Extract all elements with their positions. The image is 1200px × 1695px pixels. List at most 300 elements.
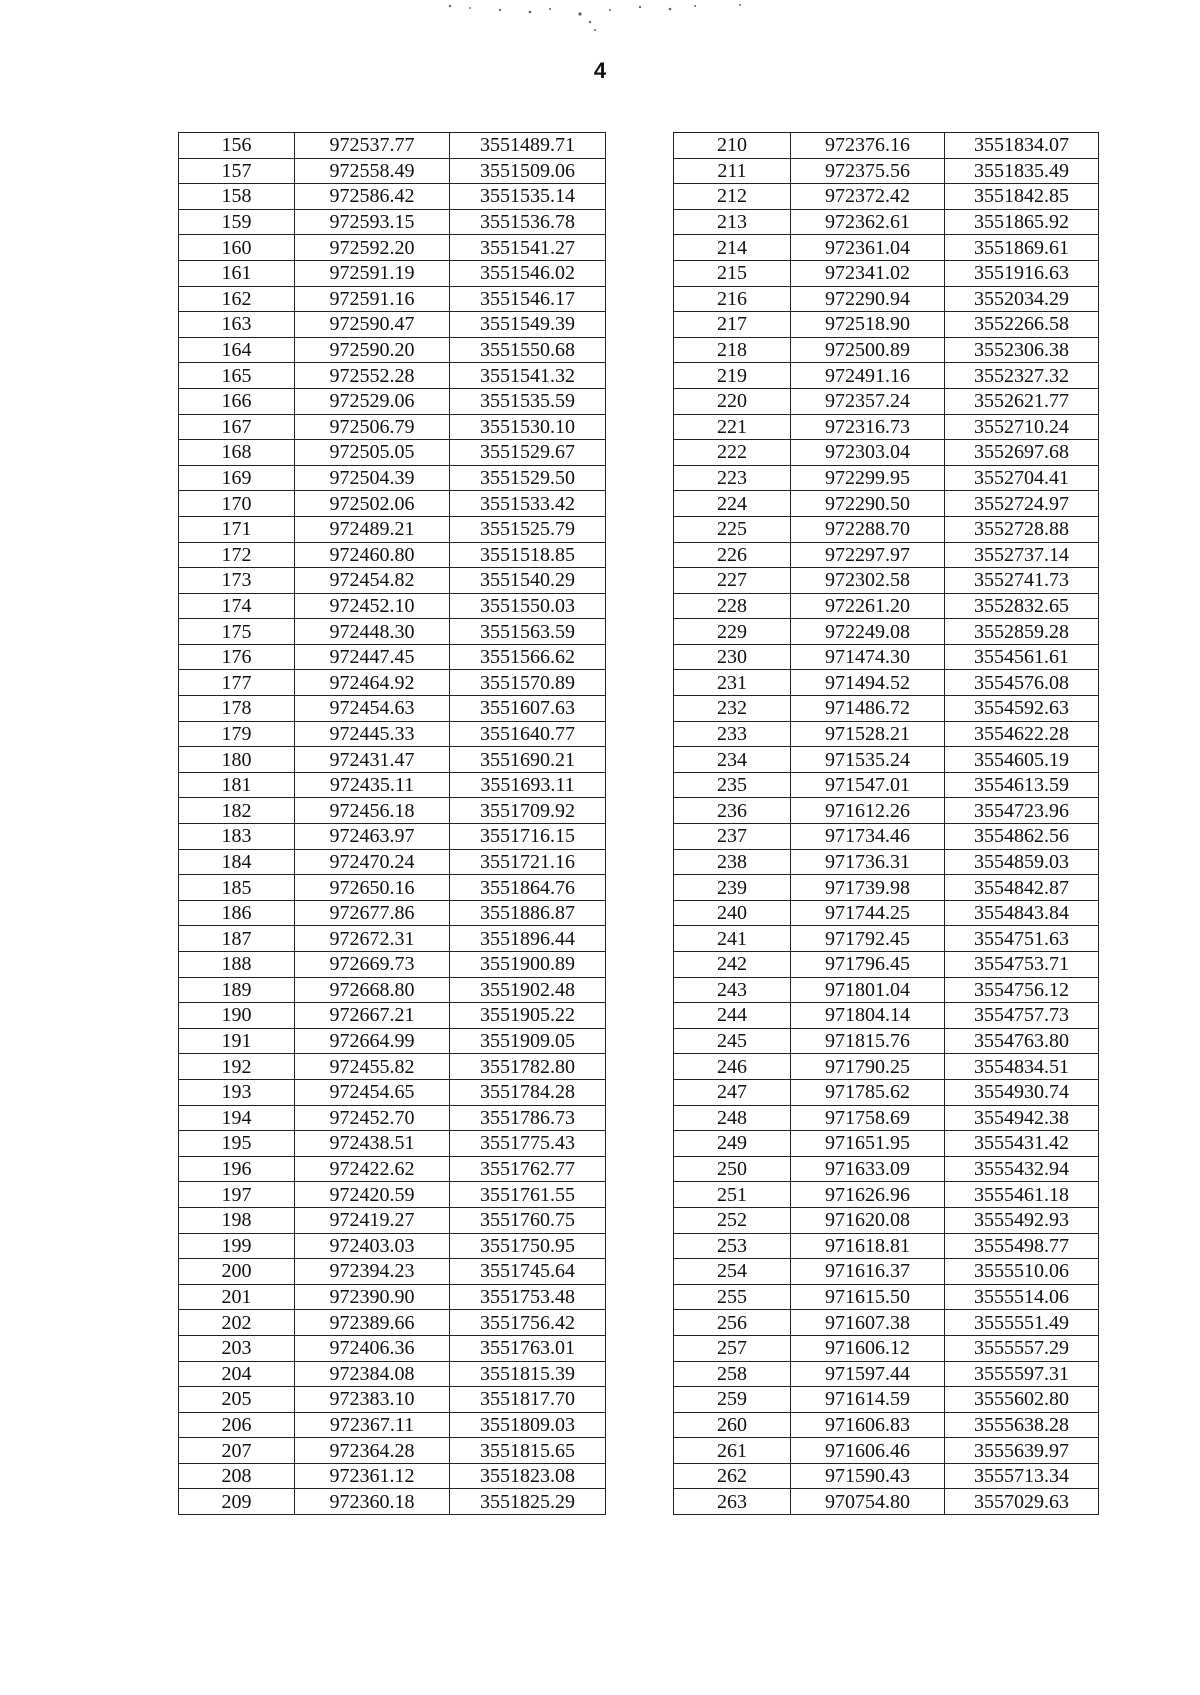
- point-number-cell: 173: [179, 568, 295, 594]
- point-number-cell: 177: [179, 670, 295, 696]
- table-row: [674, 312, 1099, 338]
- x-coordinate-cell: 972593.15: [295, 209, 450, 235]
- y-coordinate-cell: 3551563.59: [450, 619, 606, 645]
- point-number-cell: 257: [674, 1335, 791, 1361]
- point-number-cell: 224: [674, 491, 791, 517]
- x-coordinate-cell: 972394.23: [295, 1259, 450, 1285]
- point-number-cell: 262: [674, 1463, 791, 1489]
- point-number-cell: 259: [674, 1387, 791, 1413]
- y-coordinate-cell: 3552859.28: [945, 619, 1099, 645]
- table-row: [674, 1335, 1099, 1361]
- x-coordinate-cell: 972505.05: [295, 440, 450, 466]
- x-coordinate-cell: 972367.11: [295, 1412, 450, 1438]
- point-number-cell: 176: [179, 644, 295, 670]
- table-row: [179, 209, 606, 235]
- y-coordinate-cell: 3551529.67: [450, 440, 606, 466]
- y-coordinate-cell: 3551761.55: [450, 1182, 606, 1208]
- y-coordinate-cell: 3551716.15: [450, 824, 606, 850]
- table-row: [674, 1489, 1099, 1515]
- x-coordinate-cell: 972489.21: [295, 516, 450, 542]
- x-coordinate-cell: 971633.09: [791, 1156, 945, 1182]
- point-number-cell: 193: [179, 1079, 295, 1105]
- x-coordinate-cell: 972460.80: [295, 542, 450, 568]
- point-number-cell: 230: [674, 644, 791, 670]
- table-row: [179, 644, 606, 670]
- y-coordinate-cell: 3554723.96: [945, 798, 1099, 824]
- y-coordinate-cell: 3551834.07: [945, 133, 1099, 159]
- table-row: [674, 747, 1099, 773]
- table-row: [179, 414, 606, 440]
- y-coordinate-cell: 3551916.63: [945, 260, 1099, 286]
- y-coordinate-cell: 3551550.03: [450, 593, 606, 619]
- x-coordinate-cell: 972454.63: [295, 696, 450, 722]
- y-coordinate-cell: 3551509.06: [450, 158, 606, 184]
- x-coordinate-cell: 972438.51: [295, 1131, 450, 1157]
- x-coordinate-cell: 972445.33: [295, 721, 450, 747]
- table-row: [674, 900, 1099, 926]
- y-coordinate-cell: 3555638.28: [945, 1412, 1099, 1438]
- point-number-cell: 211: [674, 158, 791, 184]
- point-number-cell: 235: [674, 772, 791, 798]
- table-row: [179, 1387, 606, 1413]
- table-row: [674, 1003, 1099, 1029]
- point-number-cell: 166: [179, 388, 295, 414]
- x-coordinate-cell: 972518.90: [791, 312, 945, 338]
- y-coordinate-cell: 3551745.64: [450, 1259, 606, 1285]
- y-coordinate-cell: 3551640.77: [450, 721, 606, 747]
- y-coordinate-cell: 3554753.71: [945, 952, 1099, 978]
- point-number-cell: 255: [674, 1284, 791, 1310]
- table-row: [674, 388, 1099, 414]
- y-coordinate-cell: 3551784.28: [450, 1079, 606, 1105]
- table-row: [674, 619, 1099, 645]
- x-coordinate-cell: 971486.72: [791, 696, 945, 722]
- x-coordinate-cell: 971736.31: [791, 849, 945, 875]
- y-coordinate-cell: 3552306.38: [945, 337, 1099, 363]
- x-coordinate-cell: 971801.04: [791, 977, 945, 1003]
- coordinates-table-right: [673, 132, 1099, 1515]
- y-coordinate-cell: 3552327.32: [945, 363, 1099, 389]
- point-number-cell: 240: [674, 900, 791, 926]
- y-coordinate-cell: 3551760.75: [450, 1207, 606, 1233]
- x-coordinate-cell: 972422.62: [295, 1156, 450, 1182]
- y-coordinate-cell: 3551541.27: [450, 235, 606, 261]
- point-number-cell: 207: [179, 1438, 295, 1464]
- y-coordinate-cell: 3551905.22: [450, 1003, 606, 1029]
- point-number-cell: 214: [674, 235, 791, 261]
- point-number-cell: 238: [674, 849, 791, 875]
- table-row: [179, 1259, 606, 1285]
- x-coordinate-cell: 972592.20: [295, 235, 450, 261]
- point-number-cell: 246: [674, 1054, 791, 1080]
- y-coordinate-cell: 3555492.93: [945, 1207, 1099, 1233]
- y-coordinate-cell: 3551566.62: [450, 644, 606, 670]
- x-coordinate-cell: 972455.82: [295, 1054, 450, 1080]
- point-number-cell: 243: [674, 977, 791, 1003]
- point-number-cell: 178: [179, 696, 295, 722]
- point-number-cell: 186: [179, 900, 295, 926]
- y-coordinate-cell: 3552704.41: [945, 465, 1099, 491]
- point-number-cell: 254: [674, 1259, 791, 1285]
- x-coordinate-cell: 972677.86: [295, 900, 450, 926]
- x-coordinate-cell: 972590.47: [295, 312, 450, 338]
- table-row: [179, 158, 606, 184]
- x-coordinate-cell: 972316.73: [791, 414, 945, 440]
- table-row: [179, 824, 606, 850]
- point-number-cell: 244: [674, 1003, 791, 1029]
- x-coordinate-cell: 972454.65: [295, 1079, 450, 1105]
- point-number-cell: 189: [179, 977, 295, 1003]
- x-coordinate-cell: 972586.42: [295, 184, 450, 210]
- point-number-cell: 201: [179, 1284, 295, 1310]
- x-coordinate-cell: 972303.04: [791, 440, 945, 466]
- point-number-cell: 161: [179, 260, 295, 286]
- y-coordinate-cell: 3551809.03: [450, 1412, 606, 1438]
- table-row: [674, 440, 1099, 466]
- x-coordinate-cell: 971535.24: [791, 747, 945, 773]
- y-coordinate-cell: 3555510.06: [945, 1259, 1099, 1285]
- table-row: [179, 1233, 606, 1259]
- table-row: [179, 772, 606, 798]
- table-row: [674, 286, 1099, 312]
- table-row: [179, 542, 606, 568]
- x-coordinate-cell: 972420.59: [295, 1182, 450, 1208]
- y-coordinate-cell: 3552832.65: [945, 593, 1099, 619]
- y-coordinate-cell: 3554561.61: [945, 644, 1099, 670]
- x-coordinate-cell: 971474.30: [791, 644, 945, 670]
- y-coordinate-cell: 3551540.29: [450, 568, 606, 594]
- y-coordinate-cell: 3551817.70: [450, 1387, 606, 1413]
- y-coordinate-cell: 3551900.89: [450, 952, 606, 978]
- point-number-cell: 237: [674, 824, 791, 850]
- point-number-cell: 205: [179, 1387, 295, 1413]
- point-number-cell: 170: [179, 491, 295, 517]
- point-number-cell: 251: [674, 1182, 791, 1208]
- x-coordinate-cell: 971792.45: [791, 926, 945, 952]
- point-number-cell: 212: [674, 184, 791, 210]
- y-coordinate-cell: 3554942.38: [945, 1105, 1099, 1131]
- point-number-cell: 248: [674, 1105, 791, 1131]
- table-row: [179, 1131, 606, 1157]
- x-coordinate-cell: 972403.03: [295, 1233, 450, 1259]
- point-number-cell: 220: [674, 388, 791, 414]
- x-coordinate-cell: 971614.59: [791, 1387, 945, 1413]
- table-row: [674, 644, 1099, 670]
- point-number-cell: 245: [674, 1028, 791, 1054]
- y-coordinate-cell: 3551815.39: [450, 1361, 606, 1387]
- x-coordinate-cell: 971612.26: [791, 798, 945, 824]
- x-coordinate-cell: 972470.24: [295, 849, 450, 875]
- point-number-cell: 188: [179, 952, 295, 978]
- table-row: [179, 977, 606, 1003]
- y-coordinate-cell: 3551535.59: [450, 388, 606, 414]
- table-row: [674, 184, 1099, 210]
- point-number-cell: 160: [179, 235, 295, 261]
- table-row: [179, 670, 606, 696]
- y-coordinate-cell: 3551546.02: [450, 260, 606, 286]
- point-number-cell: 184: [179, 849, 295, 875]
- point-number-cell: 200: [179, 1259, 295, 1285]
- x-coordinate-cell: 972290.50: [791, 491, 945, 517]
- table-row: [674, 414, 1099, 440]
- x-coordinate-cell: 972668.80: [295, 977, 450, 1003]
- point-number-cell: 159: [179, 209, 295, 235]
- point-number-cell: 162: [179, 286, 295, 312]
- y-coordinate-cell: 3551533.42: [450, 491, 606, 517]
- y-coordinate-cell: 3551825.29: [450, 1489, 606, 1515]
- x-coordinate-cell: 972669.73: [295, 952, 450, 978]
- x-coordinate-cell: 972390.90: [295, 1284, 450, 1310]
- point-number-cell: 233: [674, 721, 791, 747]
- table-row: [674, 260, 1099, 286]
- point-number-cell: 197: [179, 1182, 295, 1208]
- table-row: [179, 900, 606, 926]
- y-coordinate-cell: 3555461.18: [945, 1182, 1099, 1208]
- y-coordinate-cell: 3551541.32: [450, 363, 606, 389]
- point-number-cell: 221: [674, 414, 791, 440]
- x-coordinate-cell: 971618.81: [791, 1233, 945, 1259]
- table-row: [179, 593, 606, 619]
- point-number-cell: 232: [674, 696, 791, 722]
- x-coordinate-cell: 971626.96: [791, 1182, 945, 1208]
- table-row: [179, 1284, 606, 1310]
- point-number-cell: 192: [179, 1054, 295, 1080]
- table-row: [674, 926, 1099, 952]
- table-row: [674, 1207, 1099, 1233]
- x-coordinate-cell: 971607.38: [791, 1310, 945, 1336]
- y-coordinate-cell: 3552728.88: [945, 516, 1099, 542]
- table-row: [179, 184, 606, 210]
- x-coordinate-cell: 972431.47: [295, 747, 450, 773]
- y-coordinate-cell: 3554763.80: [945, 1028, 1099, 1054]
- table-row: [179, 235, 606, 261]
- y-coordinate-cell: 3551607.63: [450, 696, 606, 722]
- scan-artifact: [440, 0, 760, 40]
- y-coordinate-cell: 3555431.42: [945, 1131, 1099, 1157]
- point-number-cell: 247: [674, 1079, 791, 1105]
- x-coordinate-cell: 971606.46: [791, 1438, 945, 1464]
- x-coordinate-cell: 970754.80: [791, 1489, 945, 1515]
- y-coordinate-cell: 3554842.87: [945, 875, 1099, 901]
- y-coordinate-cell: 3554930.74: [945, 1079, 1099, 1105]
- point-number-cell: 216: [674, 286, 791, 312]
- table-row: [674, 593, 1099, 619]
- y-coordinate-cell: 3554576.08: [945, 670, 1099, 696]
- point-number-cell: 175: [179, 619, 295, 645]
- y-coordinate-cell: 3552741.73: [945, 568, 1099, 594]
- table-row: [674, 1233, 1099, 1259]
- table-row: [179, 568, 606, 594]
- table-row: [179, 516, 606, 542]
- table-row: [674, 849, 1099, 875]
- table-row: [674, 337, 1099, 363]
- y-coordinate-cell: 3551753.48: [450, 1284, 606, 1310]
- point-number-cell: 226: [674, 542, 791, 568]
- point-number-cell: 202: [179, 1310, 295, 1336]
- x-coordinate-cell: 972667.21: [295, 1003, 450, 1029]
- table-row: [179, 465, 606, 491]
- table-row: [674, 1131, 1099, 1157]
- y-coordinate-cell: 3554605.19: [945, 747, 1099, 773]
- point-number-cell: 179: [179, 721, 295, 747]
- x-coordinate-cell: 972500.89: [791, 337, 945, 363]
- table-row: [179, 363, 606, 389]
- point-number-cell: 229: [674, 619, 791, 645]
- table-row: [674, 491, 1099, 517]
- y-coordinate-cell: 3551815.65: [450, 1438, 606, 1464]
- x-coordinate-cell: 972506.79: [295, 414, 450, 440]
- x-coordinate-cell: 971620.08: [791, 1207, 945, 1233]
- table-row: [179, 619, 606, 645]
- table-row: [179, 1054, 606, 1080]
- x-coordinate-cell: 971790.25: [791, 1054, 945, 1080]
- x-coordinate-cell: 972558.49: [295, 158, 450, 184]
- point-number-cell: 194: [179, 1105, 295, 1131]
- table-row: [674, 133, 1099, 159]
- point-number-cell: 203: [179, 1335, 295, 1361]
- x-coordinate-cell: 971796.45: [791, 952, 945, 978]
- x-coordinate-cell: 971815.76: [791, 1028, 945, 1054]
- point-number-cell: 250: [674, 1156, 791, 1182]
- table-row: [179, 926, 606, 952]
- table-row: [179, 1156, 606, 1182]
- point-number-cell: 253: [674, 1233, 791, 1259]
- y-coordinate-cell: 3551536.78: [450, 209, 606, 235]
- y-coordinate-cell: 3551762.77: [450, 1156, 606, 1182]
- table-row: [179, 491, 606, 517]
- x-coordinate-cell: 971739.98: [791, 875, 945, 901]
- point-number-cell: 263: [674, 1489, 791, 1515]
- x-coordinate-cell: 972288.70: [791, 516, 945, 542]
- y-coordinate-cell: 3551750.95: [450, 1233, 606, 1259]
- x-coordinate-cell: 972360.18: [295, 1489, 450, 1515]
- y-coordinate-cell: 3552724.97: [945, 491, 1099, 517]
- x-coordinate-cell: 972341.02: [791, 260, 945, 286]
- y-coordinate-cell: 3554751.63: [945, 926, 1099, 952]
- table-row: [179, 1105, 606, 1131]
- x-coordinate-cell: 972375.56: [791, 158, 945, 184]
- table-row: [674, 875, 1099, 901]
- table-row: [179, 849, 606, 875]
- y-coordinate-cell: 3551896.44: [450, 926, 606, 952]
- point-number-cell: 181: [179, 772, 295, 798]
- y-coordinate-cell: 3552737.14: [945, 542, 1099, 568]
- table-row: [674, 798, 1099, 824]
- y-coordinate-cell: 3555597.31: [945, 1361, 1099, 1387]
- point-number-cell: 199: [179, 1233, 295, 1259]
- y-coordinate-cell: 3557029.63: [945, 1489, 1099, 1515]
- table-row: [674, 824, 1099, 850]
- x-coordinate-cell: 972389.66: [295, 1310, 450, 1336]
- table-row: [179, 875, 606, 901]
- y-coordinate-cell: 3554843.84: [945, 900, 1099, 926]
- x-coordinate-cell: 972372.42: [791, 184, 945, 210]
- point-number-cell: 261: [674, 1438, 791, 1464]
- table-row: [674, 1054, 1099, 1080]
- table-row: [179, 1412, 606, 1438]
- y-coordinate-cell: 3555432.94: [945, 1156, 1099, 1182]
- y-coordinate-cell: 3551775.43: [450, 1131, 606, 1157]
- y-coordinate-cell: 3554622.28: [945, 721, 1099, 747]
- table-row: [674, 1310, 1099, 1336]
- y-coordinate-cell: 3551546.17: [450, 286, 606, 312]
- y-coordinate-cell: 3555551.49: [945, 1310, 1099, 1336]
- table-row: [179, 312, 606, 338]
- y-coordinate-cell: 3552034.29: [945, 286, 1099, 312]
- x-coordinate-cell: 971804.14: [791, 1003, 945, 1029]
- x-coordinate-cell: 972491.16: [791, 363, 945, 389]
- point-number-cell: 236: [674, 798, 791, 824]
- x-coordinate-cell: 971494.52: [791, 670, 945, 696]
- x-coordinate-cell: 972672.31: [295, 926, 450, 952]
- point-number-cell: 252: [674, 1207, 791, 1233]
- point-number-cell: 196: [179, 1156, 295, 1182]
- table-row: [179, 747, 606, 773]
- point-number-cell: 219: [674, 363, 791, 389]
- point-number-cell: 241: [674, 926, 791, 952]
- y-coordinate-cell: 3552710.24: [945, 414, 1099, 440]
- y-coordinate-cell: 3551529.50: [450, 465, 606, 491]
- x-coordinate-cell: 971547.01: [791, 772, 945, 798]
- x-coordinate-cell: 972502.06: [295, 491, 450, 517]
- table-row: [179, 798, 606, 824]
- table-row: [674, 542, 1099, 568]
- x-coordinate-cell: 972454.82: [295, 568, 450, 594]
- x-coordinate-cell: 972376.16: [791, 133, 945, 159]
- x-coordinate-cell: 972529.06: [295, 388, 450, 414]
- table-row: [674, 516, 1099, 542]
- point-number-cell: 215: [674, 260, 791, 286]
- table-row: [674, 977, 1099, 1003]
- y-coordinate-cell: 3555639.97: [945, 1438, 1099, 1464]
- table-row: [674, 363, 1099, 389]
- table-row: [179, 1182, 606, 1208]
- point-number-cell: 239: [674, 875, 791, 901]
- table-row: [674, 1284, 1099, 1310]
- table-row: [179, 1463, 606, 1489]
- y-coordinate-cell: 3551709.92: [450, 798, 606, 824]
- y-coordinate-cell: 3551530.10: [450, 414, 606, 440]
- x-coordinate-cell: 972357.24: [791, 388, 945, 414]
- y-coordinate-cell: 3551909.05: [450, 1028, 606, 1054]
- table-row: [179, 1207, 606, 1233]
- x-coordinate-cell: 972249.08: [791, 619, 945, 645]
- point-number-cell: 174: [179, 593, 295, 619]
- x-coordinate-cell: 971758.69: [791, 1105, 945, 1131]
- point-number-cell: 167: [179, 414, 295, 440]
- y-coordinate-cell: 3552697.68: [945, 440, 1099, 466]
- table-row: [179, 952, 606, 978]
- x-coordinate-cell: 972452.70: [295, 1105, 450, 1131]
- table-row: [674, 1028, 1099, 1054]
- y-coordinate-cell: 3551693.11: [450, 772, 606, 798]
- table-row: [674, 1105, 1099, 1131]
- table-row: [179, 286, 606, 312]
- table-row: [179, 337, 606, 363]
- y-coordinate-cell: 3551721.16: [450, 849, 606, 875]
- y-coordinate-cell: 3551865.92: [945, 209, 1099, 235]
- x-coordinate-cell: 972290.94: [791, 286, 945, 312]
- x-coordinate-cell: 972552.28: [295, 363, 450, 389]
- table-row: [674, 670, 1099, 696]
- table-row: [674, 1387, 1099, 1413]
- table-row: [674, 696, 1099, 722]
- x-coordinate-cell: 972383.10: [295, 1387, 450, 1413]
- y-coordinate-cell: 3551786.73: [450, 1105, 606, 1131]
- y-coordinate-cell: 3555602.80: [945, 1387, 1099, 1413]
- y-coordinate-cell: 3551763.01: [450, 1335, 606, 1361]
- table-row: [674, 1438, 1099, 1464]
